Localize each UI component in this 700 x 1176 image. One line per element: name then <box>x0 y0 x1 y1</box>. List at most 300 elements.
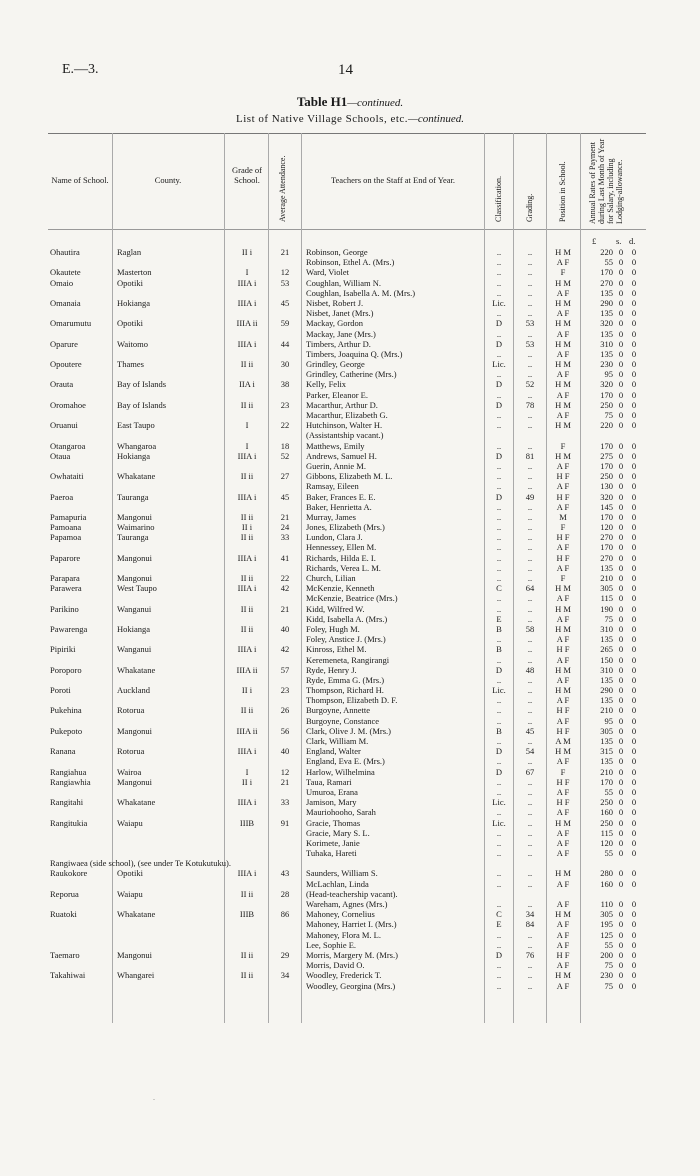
salary-shillings: 0 <box>618 308 624 319</box>
teacher-name: Ryde, Emma G. (Mrs.) <box>306 674 385 685</box>
grading: .. <box>527 756 533 767</box>
grading: .. <box>527 715 533 726</box>
school-name: Opoutere <box>50 359 82 370</box>
salary-pounds: 320 <box>600 318 613 329</box>
grading: .. <box>527 369 533 380</box>
salary-pence: 0 <box>631 980 637 991</box>
teacher-name: Hennessey, Ellen M. <box>306 542 377 553</box>
table-row <box>0 807 700 817</box>
county: Bay of Islands <box>117 379 167 390</box>
classification: D <box>495 399 503 410</box>
col-header-position: Position in School. <box>558 161 567 222</box>
school-name: Pawarenga <box>50 623 88 634</box>
classification: .. <box>496 756 502 767</box>
salary-pounds: 265 <box>600 644 613 655</box>
grading: .. <box>527 460 533 471</box>
school-name: Reporua <box>50 888 79 899</box>
county: Opotiki <box>117 318 143 329</box>
grading: .. <box>527 501 533 512</box>
salary-pounds: 305 <box>600 909 613 920</box>
classification: D <box>495 766 503 777</box>
table-row <box>0 940 700 950</box>
grading: .. <box>527 899 533 909</box>
table-row <box>0 430 700 440</box>
salary-shillings: 0 <box>618 980 624 991</box>
school-name: Oparure <box>50 338 78 349</box>
teacher-name: Baker, Henrietta A. <box>306 501 372 512</box>
salary-shillings: 0 <box>618 338 624 349</box>
attendance: 12 <box>280 267 290 278</box>
teacher-name: Kelly, Felix <box>306 379 347 390</box>
attendance: 33 <box>280 532 290 543</box>
position: H M <box>555 420 571 431</box>
salary-shillings: 0 <box>618 491 624 502</box>
county: Whakatane <box>117 471 156 482</box>
position: H F <box>556 471 570 482</box>
table-row <box>0 919 700 929</box>
school-name: Okautete <box>50 267 81 278</box>
table-row <box>0 318 700 328</box>
grade: I <box>245 766 249 777</box>
classification: .. <box>496 389 502 400</box>
table-row <box>0 909 700 919</box>
salary-pence: 0 <box>631 909 637 920</box>
salary-pence: 0 <box>631 389 637 400</box>
table-row <box>0 655 700 665</box>
classification: .. <box>496 899 502 909</box>
salary-pounds: 250 <box>600 817 613 828</box>
salary-pounds: 220 <box>600 247 613 257</box>
table-body <box>0 247 700 991</box>
county: Mangonui <box>117 776 152 787</box>
salary-shillings: 0 <box>618 634 624 645</box>
salary-pounds: 310 <box>600 338 613 349</box>
grading: .. <box>527 817 533 828</box>
table-row <box>0 665 700 675</box>
salary-pence: 0 <box>631 348 637 359</box>
teacher-name: Burgoyne, Constance <box>306 715 380 726</box>
table-row <box>0 746 700 756</box>
teacher-name: Morris, David O. <box>306 960 365 971</box>
classification: .. <box>496 420 502 431</box>
position: A F <box>556 562 570 573</box>
grading: .. <box>527 980 533 991</box>
classification: .. <box>496 247 502 257</box>
school-name: Rangiawhia <box>50 776 91 787</box>
grade: IIIB <box>239 909 255 920</box>
county: Whakatane <box>117 909 156 920</box>
salary-pence: 0 <box>631 960 637 971</box>
teacher-name: Mackay, Gordon <box>306 318 364 329</box>
salary-pounds: 135 <box>600 736 613 746</box>
classification: .. <box>496 267 502 278</box>
school-name: Poroti <box>50 685 71 696</box>
salary-pounds: 135 <box>600 348 613 359</box>
county: West Taupo <box>117 583 157 594</box>
school-name: Omarumutu <box>50 318 92 329</box>
table-row <box>0 736 700 746</box>
position: H F <box>556 532 570 543</box>
salary-shillings: 0 <box>618 562 624 573</box>
county: Tauranga <box>117 532 149 543</box>
position: H F <box>556 776 570 787</box>
salary-pence: 0 <box>631 328 637 339</box>
grade: IIIA ii <box>236 664 258 675</box>
classification: .. <box>496 277 502 288</box>
salary-pounds: 170 <box>600 389 613 400</box>
grading: .. <box>527 277 533 288</box>
position: A F <box>556 328 570 339</box>
teacher-name: Coughlan, William N. <box>306 277 382 288</box>
grading: 64 <box>525 583 535 594</box>
teacher-name: Robinson, Ethel A. (Mrs.) <box>306 257 395 268</box>
classification: .. <box>496 960 502 971</box>
salary-pence: 0 <box>631 756 637 767</box>
salary-pounds: 290 <box>600 685 613 696</box>
position: A F <box>556 960 570 971</box>
col-header-teachers: Teachers on the Staff at End of Year. <box>330 175 456 185</box>
table-row <box>0 593 700 603</box>
county: Opotiki <box>117 868 143 879</box>
salary-pounds: 210 <box>600 766 613 777</box>
currency-shilling: s. <box>616 236 622 246</box>
classification: .. <box>496 939 502 950</box>
grading: .. <box>527 389 533 400</box>
position: A F <box>556 593 570 604</box>
teacher-name: Jamison, Mary <box>306 797 357 808</box>
salary-shillings: 0 <box>618 348 624 359</box>
salary-shillings: 0 <box>618 939 624 950</box>
classification: Lic. <box>492 797 506 808</box>
salary-pence: 0 <box>631 919 637 930</box>
table-row <box>0 848 700 858</box>
grade: II ii <box>240 705 254 716</box>
classification: .. <box>496 715 502 726</box>
teacher-name: Tuhaka, Hareti <box>306 848 357 859</box>
salary-pounds: 310 <box>600 623 613 634</box>
table-row <box>0 726 700 736</box>
position: A F <box>556 257 570 268</box>
position: H M <box>555 970 571 981</box>
classification: .. <box>496 807 502 818</box>
position: A F <box>556 899 570 909</box>
page-ref: E.—3. <box>62 62 99 77</box>
grading: .. <box>527 827 533 838</box>
grading: .. <box>527 705 533 716</box>
attendance: 43 <box>280 868 290 879</box>
county: Whakatane <box>117 797 156 808</box>
grade: II ii <box>240 471 254 482</box>
salary-shillings: 0 <box>618 481 624 492</box>
position: A F <box>556 481 570 492</box>
county: Rotorua <box>117 746 145 757</box>
county: Whangaroa <box>117 440 157 451</box>
salary-shillings: 0 <box>618 776 624 787</box>
salary-pence: 0 <box>631 532 637 543</box>
salary-shillings: 0 <box>618 868 624 879</box>
school-name: Omanaia <box>50 297 81 308</box>
salary-shillings: 0 <box>618 440 624 451</box>
table-row <box>0 960 700 970</box>
county: East Taupo <box>117 420 155 431</box>
grading: .. <box>527 532 533 543</box>
position: H F <box>556 725 570 736</box>
salary-pence: 0 <box>631 603 637 614</box>
classification: Lic. <box>492 817 506 828</box>
salary-shillings: 0 <box>618 369 624 380</box>
attendance: 21 <box>280 603 290 614</box>
salary-shillings: 0 <box>618 807 624 818</box>
salary-shillings: 0 <box>618 746 624 757</box>
grading: 84 <box>525 919 535 930</box>
teacher-name: Mahoney, Harriet I. (Mrs.) <box>306 919 397 930</box>
teacher-name: Woodley, Frederick T. <box>306 970 382 981</box>
salary-pounds: 230 <box>600 359 613 370</box>
salary-pence: 0 <box>631 267 637 278</box>
col-header-county: County. <box>154 175 182 185</box>
attendance: 18 <box>280 440 290 451</box>
classification: .. <box>496 348 502 359</box>
teacher-name: Woodley, Georgina (Mrs.) <box>306 980 396 991</box>
classification: .. <box>496 369 502 380</box>
table-row <box>0 267 700 277</box>
table-row <box>0 818 700 828</box>
teacher-name: Richards, Verea L. M. <box>306 562 381 573</box>
table-row <box>0 695 700 705</box>
salary-pounds: 270 <box>600 532 613 543</box>
county: Waimarino <box>117 522 155 533</box>
table-row <box>0 573 700 583</box>
grade: II ii <box>240 399 254 410</box>
position: H M <box>555 338 571 349</box>
classification: .. <box>496 776 502 787</box>
school-name: Paparore <box>50 552 81 563</box>
table-row <box>0 390 700 400</box>
teacher-name: Gibbons, Elizabeth M. L. <box>306 471 393 482</box>
classification: .. <box>496 634 502 645</box>
page-number: 14 <box>338 62 353 78</box>
classification: D <box>495 379 503 390</box>
salary-pence: 0 <box>631 379 637 390</box>
salary-shillings: 0 <box>618 583 624 594</box>
classification: .. <box>496 970 502 981</box>
salary-shillings: 0 <box>618 929 624 940</box>
col-header-school: Name of School. <box>51 175 109 185</box>
county: Tauranga <box>117 491 149 502</box>
salary-shillings: 0 <box>618 664 624 675</box>
attendance: 42 <box>280 644 290 655</box>
classification: E <box>496 919 502 930</box>
position: A F <box>556 613 570 624</box>
grading: 58 <box>525 623 535 634</box>
position: A F <box>556 939 570 950</box>
footer-mark: . <box>153 1093 155 1102</box>
teacher-name: England, Walter <box>306 746 361 757</box>
county: Waiapu <box>117 817 143 828</box>
classification: .. <box>496 929 502 940</box>
position: F <box>560 573 566 583</box>
table-row <box>0 950 700 960</box>
grade: IIIA i <box>237 644 257 655</box>
table-row <box>0 492 700 502</box>
classification: .. <box>496 705 502 716</box>
classification: D <box>495 338 503 349</box>
table-row <box>0 767 700 777</box>
classification: .. <box>496 328 502 339</box>
attendance: 33 <box>280 797 290 808</box>
county: Auckland <box>117 685 151 696</box>
grading: 81 <box>525 450 535 461</box>
salary-pounds: 250 <box>600 797 613 808</box>
teacher-name: Mahoney, Flora M. L. <box>306 929 381 940</box>
position: A F <box>556 674 570 685</box>
classification: .. <box>496 501 502 512</box>
position: H M <box>555 277 571 288</box>
attendance: 41 <box>280 552 290 563</box>
salary-pounds: 270 <box>600 552 613 563</box>
salary-pence: 0 <box>631 420 637 431</box>
salary-pence: 0 <box>631 552 637 563</box>
salary-pence: 0 <box>631 410 637 420</box>
classification: B <box>496 725 502 736</box>
salary-pounds: 250 <box>600 471 613 482</box>
position: A F <box>556 786 570 797</box>
position: H F <box>556 644 570 655</box>
salary-pounds: 115 <box>600 827 613 838</box>
teacher-name: Foley, Anstice J. (Mrs.) <box>306 634 386 645</box>
position: H F <box>556 705 570 716</box>
classification: B <box>496 623 502 634</box>
salary-shillings: 0 <box>618 460 624 471</box>
position: H M <box>555 297 571 308</box>
salary-pence: 0 <box>631 583 637 594</box>
teacher-name: Ramsay, Eileen <box>306 481 359 492</box>
salary-pence: 0 <box>631 593 637 604</box>
teacher-name: Macarthur, Elizabeth G. <box>306 410 388 420</box>
salary-pounds: 305 <box>600 583 613 594</box>
teacher-name: Grindley, George <box>306 359 365 370</box>
salary-pounds: 170 <box>600 267 613 278</box>
salary-shillings: 0 <box>618 297 624 308</box>
salary-pence: 0 <box>631 664 637 675</box>
county: Mangonui <box>117 552 152 563</box>
table-row <box>0 420 700 430</box>
classification: D <box>495 949 503 960</box>
salary-pounds: 55 <box>604 848 613 859</box>
salary-shillings: 0 <box>618 766 624 777</box>
grade: II i <box>241 247 253 257</box>
table-row <box>0 329 700 339</box>
grade: IIIA i <box>237 338 257 349</box>
position: A F <box>556 929 570 940</box>
salary-pounds: 135 <box>600 308 613 319</box>
attendance: 21 <box>280 776 290 787</box>
salary-shillings: 0 <box>618 674 624 685</box>
teacher-name: Taua, Ramari <box>306 776 352 787</box>
salary-pounds: 305 <box>600 725 613 736</box>
school-name: Paeroa <box>50 491 74 502</box>
table-row <box>0 349 700 359</box>
table-row <box>0 675 700 685</box>
grade: IIIA i <box>237 297 257 308</box>
salary-pence: 0 <box>631 817 637 828</box>
teacher-name: (Assistantship vacant.) <box>306 430 384 441</box>
position: H M <box>555 623 571 634</box>
salary-shillings: 0 <box>618 542 624 553</box>
classification: .. <box>496 522 502 533</box>
county: Bay of Islands <box>117 399 167 410</box>
table-row <box>0 756 700 766</box>
school-name: Pipiriki <box>50 644 76 655</box>
position: H F <box>556 491 570 502</box>
classification: Lic. <box>492 297 506 308</box>
grading: .. <box>527 878 533 889</box>
classification: .. <box>496 827 502 838</box>
salary-pence: 0 <box>631 736 637 746</box>
county: Hokianga <box>117 297 151 308</box>
teacher-name: Kidd, Wilfred W. <box>306 603 365 614</box>
grade: II ii <box>240 532 254 543</box>
table-row <box>0 644 700 654</box>
table-row <box>0 553 700 563</box>
attendance: 42 <box>280 583 290 594</box>
teacher-name: Mauriohooho, Sarah <box>306 807 376 818</box>
school-name: Rangitukia <box>50 817 88 828</box>
salary-shillings: 0 <box>618 613 624 624</box>
salary-pence: 0 <box>631 471 637 482</box>
teacher-name: Lee, Sophie E. <box>306 939 357 950</box>
salary-shillings: 0 <box>618 532 624 543</box>
salary-pounds: 55 <box>604 786 613 797</box>
salary-pence: 0 <box>631 827 637 838</box>
table-row <box>0 410 700 420</box>
table-row <box>0 777 700 787</box>
attendance: 22 <box>280 573 290 583</box>
grading: .. <box>527 359 533 370</box>
teacher-name: McLachlan, Linda <box>306 878 369 889</box>
position: H M <box>555 909 571 920</box>
position: H M <box>555 379 571 390</box>
classification: .. <box>496 532 502 543</box>
salary-pounds: 135 <box>600 287 613 298</box>
salary-pence: 0 <box>631 481 637 492</box>
teacher-name: Murray, James <box>306 511 356 522</box>
salary-shillings: 0 <box>618 715 624 726</box>
position: H M <box>555 399 571 410</box>
grading: .. <box>527 695 533 706</box>
county: Mangonui <box>117 511 152 522</box>
grading: .. <box>527 736 533 746</box>
salary-pence: 0 <box>631 247 637 257</box>
grade: IIIA i <box>237 491 257 502</box>
salary-shillings: 0 <box>618 359 624 370</box>
position: H M <box>555 359 571 370</box>
classification: D <box>495 318 503 329</box>
salary-pounds: 130 <box>600 481 613 492</box>
school-name: Ruatoki <box>50 909 77 920</box>
salary-shillings: 0 <box>618 287 624 298</box>
position: A F <box>556 837 570 848</box>
classification: .. <box>496 695 502 706</box>
table-row <box>0 359 700 369</box>
salary-pence: 0 <box>631 868 637 879</box>
position: A F <box>556 848 570 859</box>
grade: IIIA ii <box>236 725 258 736</box>
grading: .. <box>527 776 533 787</box>
grading: 67 <box>525 766 535 777</box>
table-row <box>0 583 700 593</box>
teacher-name: Timbers, Arthur D. <box>306 338 371 349</box>
